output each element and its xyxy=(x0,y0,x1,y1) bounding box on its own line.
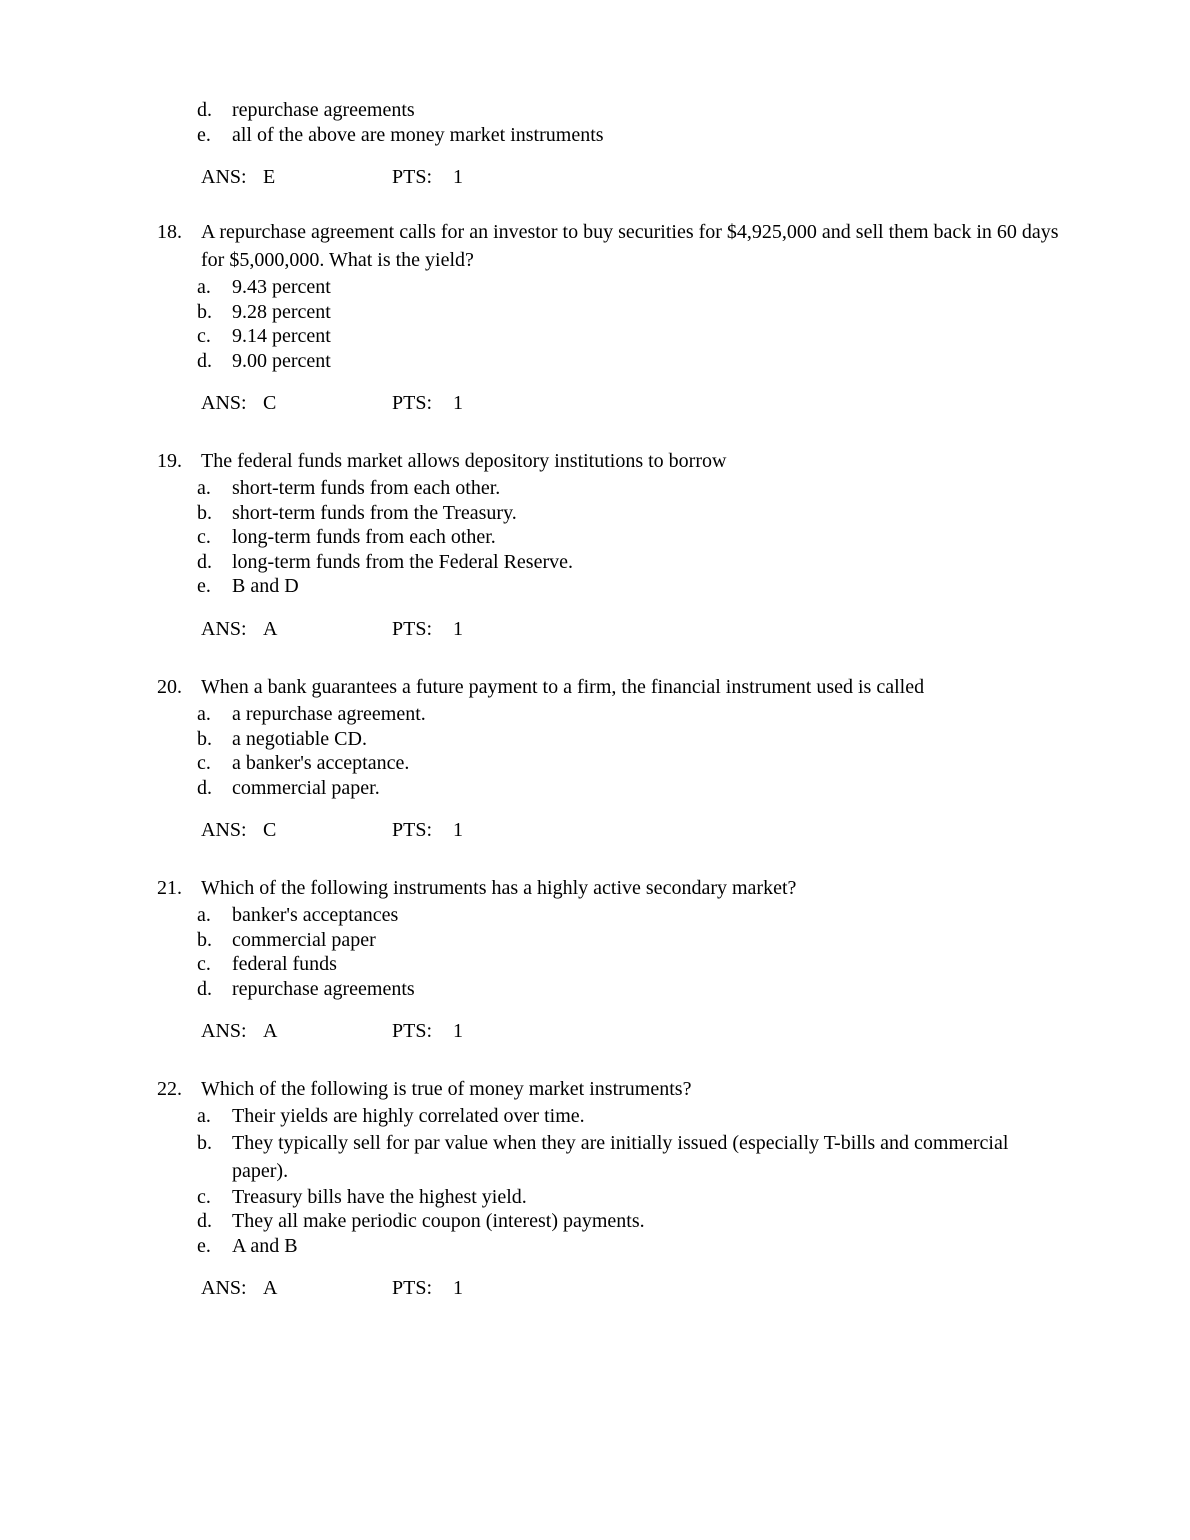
option-text: a banker's acceptance. xyxy=(232,752,410,774)
option-letter: d. xyxy=(197,550,212,573)
question-number: 19. xyxy=(157,450,182,472)
option-item xyxy=(0,98,1190,123)
option-item xyxy=(0,1234,1190,1259)
answer-value: A xyxy=(263,1277,278,1299)
option-text: long-term funds from each other. xyxy=(232,526,496,548)
option-list xyxy=(0,1104,1190,1258)
option-item xyxy=(0,702,1190,727)
option-letter: b. xyxy=(197,1131,212,1154)
option-letter: c. xyxy=(197,953,211,975)
option-letter: c. xyxy=(197,1185,211,1208)
question-22 xyxy=(0,1075,1190,1300)
option-letter: a. xyxy=(197,904,211,926)
option-text: They typically sell for par value when they are initially issued (especially T-bills and commercial paper). xyxy=(232,1131,1009,1182)
option-text: Treasury bills have the highest yield. xyxy=(232,1185,527,1208)
option-item xyxy=(0,1209,1190,1234)
answer-label: ANS: xyxy=(201,392,247,414)
question-21 xyxy=(0,874,1190,1043)
option-text: a repurchase agreement. xyxy=(232,703,426,725)
option-item xyxy=(0,952,1190,977)
answer-row xyxy=(0,617,1190,641)
points-value: 1 xyxy=(453,166,463,188)
option-list xyxy=(0,903,1190,1001)
option-item xyxy=(0,501,1190,526)
question-number: 20. xyxy=(157,676,182,698)
option-text: 9.00 percent xyxy=(232,349,331,372)
option-letter: d. xyxy=(197,99,212,121)
answer-row xyxy=(0,391,1190,415)
option-letter: d. xyxy=(197,776,212,799)
option-letter: c. xyxy=(197,325,211,347)
option-item xyxy=(0,928,1190,953)
answer-label: ANS: xyxy=(201,1277,247,1299)
question-line xyxy=(0,874,1190,902)
points-value: 1 xyxy=(453,819,463,841)
option-text: They all make periodic coupon (interest) payments. xyxy=(232,1210,645,1232)
option-text: banker's acceptances xyxy=(232,904,399,926)
option-letter: b. xyxy=(197,300,212,323)
option-text: short-term funds from each other. xyxy=(232,477,501,499)
answer-value: C xyxy=(263,819,277,841)
option-letter: c. xyxy=(197,526,211,548)
option-letter: e. xyxy=(197,1234,211,1257)
option-letter: a. xyxy=(197,276,211,298)
option-letter: a. xyxy=(197,703,211,725)
answer-row xyxy=(0,1019,1190,1043)
option-item xyxy=(0,550,1190,575)
answer-row xyxy=(0,818,1190,842)
option-item xyxy=(0,123,1190,148)
option-text: commercial paper. xyxy=(232,776,380,799)
question-text: Which of the following instruments has a highly active secondary market? xyxy=(201,877,797,899)
option-item xyxy=(0,977,1190,1002)
question-17-continuation xyxy=(0,97,1190,189)
option-letter: b. xyxy=(197,727,212,750)
question-text: The federal funds market allows depository institutions to borrow xyxy=(201,450,727,472)
answer-label: ANS: xyxy=(201,1020,247,1042)
option-letter: a. xyxy=(197,1105,211,1127)
option-letter: a. xyxy=(197,477,211,499)
option-text: A and B xyxy=(232,1234,298,1257)
option-text: 9.28 percent xyxy=(232,300,331,323)
option-text: 9.14 percent xyxy=(232,325,331,347)
option-letter: d. xyxy=(197,1210,212,1232)
question-number: 18. xyxy=(157,221,182,243)
points-value: 1 xyxy=(453,392,463,414)
answer-row xyxy=(0,165,1190,189)
option-letter: c. xyxy=(197,752,211,774)
points-label: PTS: xyxy=(392,1020,433,1042)
question-number: 22. xyxy=(157,1078,182,1100)
option-list xyxy=(0,476,1190,599)
option-letter: e. xyxy=(197,575,211,597)
option-text: federal funds xyxy=(232,953,337,975)
question-line xyxy=(0,218,1190,274)
question-line xyxy=(0,447,1190,475)
answer-value: E xyxy=(263,166,276,188)
question-text: Which of the following is true of money market instruments? xyxy=(201,1078,692,1100)
question-text: When a bank guarantees a future payment to a firm, the financial instrument used is called xyxy=(201,676,925,698)
option-letter: d. xyxy=(197,977,212,1000)
option-list xyxy=(0,702,1190,800)
option-text: 9.43 percent xyxy=(232,276,331,298)
question-20 xyxy=(0,673,1190,842)
option-text: short-term funds from the Treasury. xyxy=(232,501,517,524)
points-label: PTS: xyxy=(392,819,433,841)
option-item xyxy=(0,751,1190,776)
option-list xyxy=(0,98,1190,147)
question-number: 21. xyxy=(157,877,182,899)
answer-label: ANS: xyxy=(201,617,247,640)
option-list xyxy=(0,275,1190,373)
points-label: PTS: xyxy=(392,392,433,414)
option-text: repurchase agreements xyxy=(232,977,415,1000)
option-text: a negotiable CD. xyxy=(232,727,367,750)
answer-row xyxy=(0,1276,1190,1300)
option-item xyxy=(0,574,1190,599)
option-text: long-term funds from the Federal Reserve. xyxy=(232,550,574,573)
option-item xyxy=(0,727,1190,752)
option-item xyxy=(0,1104,1190,1129)
option-text: commercial paper xyxy=(232,928,376,951)
option-item xyxy=(0,349,1190,374)
points-label: PTS: xyxy=(392,166,433,188)
option-item xyxy=(0,300,1190,325)
answer-value: A xyxy=(263,1020,278,1042)
option-item xyxy=(0,776,1190,801)
option-letter: e. xyxy=(197,123,211,146)
option-item xyxy=(0,324,1190,349)
option-item xyxy=(0,1129,1190,1185)
points-label: PTS: xyxy=(392,1277,433,1299)
question-19 xyxy=(0,447,1190,641)
option-item xyxy=(0,525,1190,550)
question-line xyxy=(0,673,1190,701)
option-item xyxy=(0,275,1190,300)
option-text: repurchase agreements xyxy=(232,99,415,121)
option-text: Their yields are highly correlated over time. xyxy=(232,1105,585,1127)
answer-value: C xyxy=(263,392,277,414)
question-18 xyxy=(0,218,1190,415)
points-value: 1 xyxy=(453,1277,463,1299)
answer-label: ANS: xyxy=(201,166,247,188)
option-text: all of the above are money market instruments xyxy=(232,123,604,146)
option-item xyxy=(0,1185,1190,1210)
option-letter: b. xyxy=(197,928,212,951)
points-value: 1 xyxy=(453,1020,463,1042)
question-line xyxy=(0,1075,1190,1103)
points-label: PTS: xyxy=(392,617,433,640)
option-item xyxy=(0,476,1190,501)
answer-value: A xyxy=(263,617,278,640)
answer-label: ANS: xyxy=(201,819,247,841)
option-letter: b. xyxy=(197,501,212,524)
question-text: A repurchase agreement calls for an investor to buy securities for $4,925,000 and sell them back in 60 days for $5,000,000. What is the yield? xyxy=(201,221,1059,271)
points-value: 1 xyxy=(453,617,463,640)
option-text: B and D xyxy=(232,575,299,597)
option-item xyxy=(0,903,1190,928)
option-letter: d. xyxy=(197,349,212,372)
